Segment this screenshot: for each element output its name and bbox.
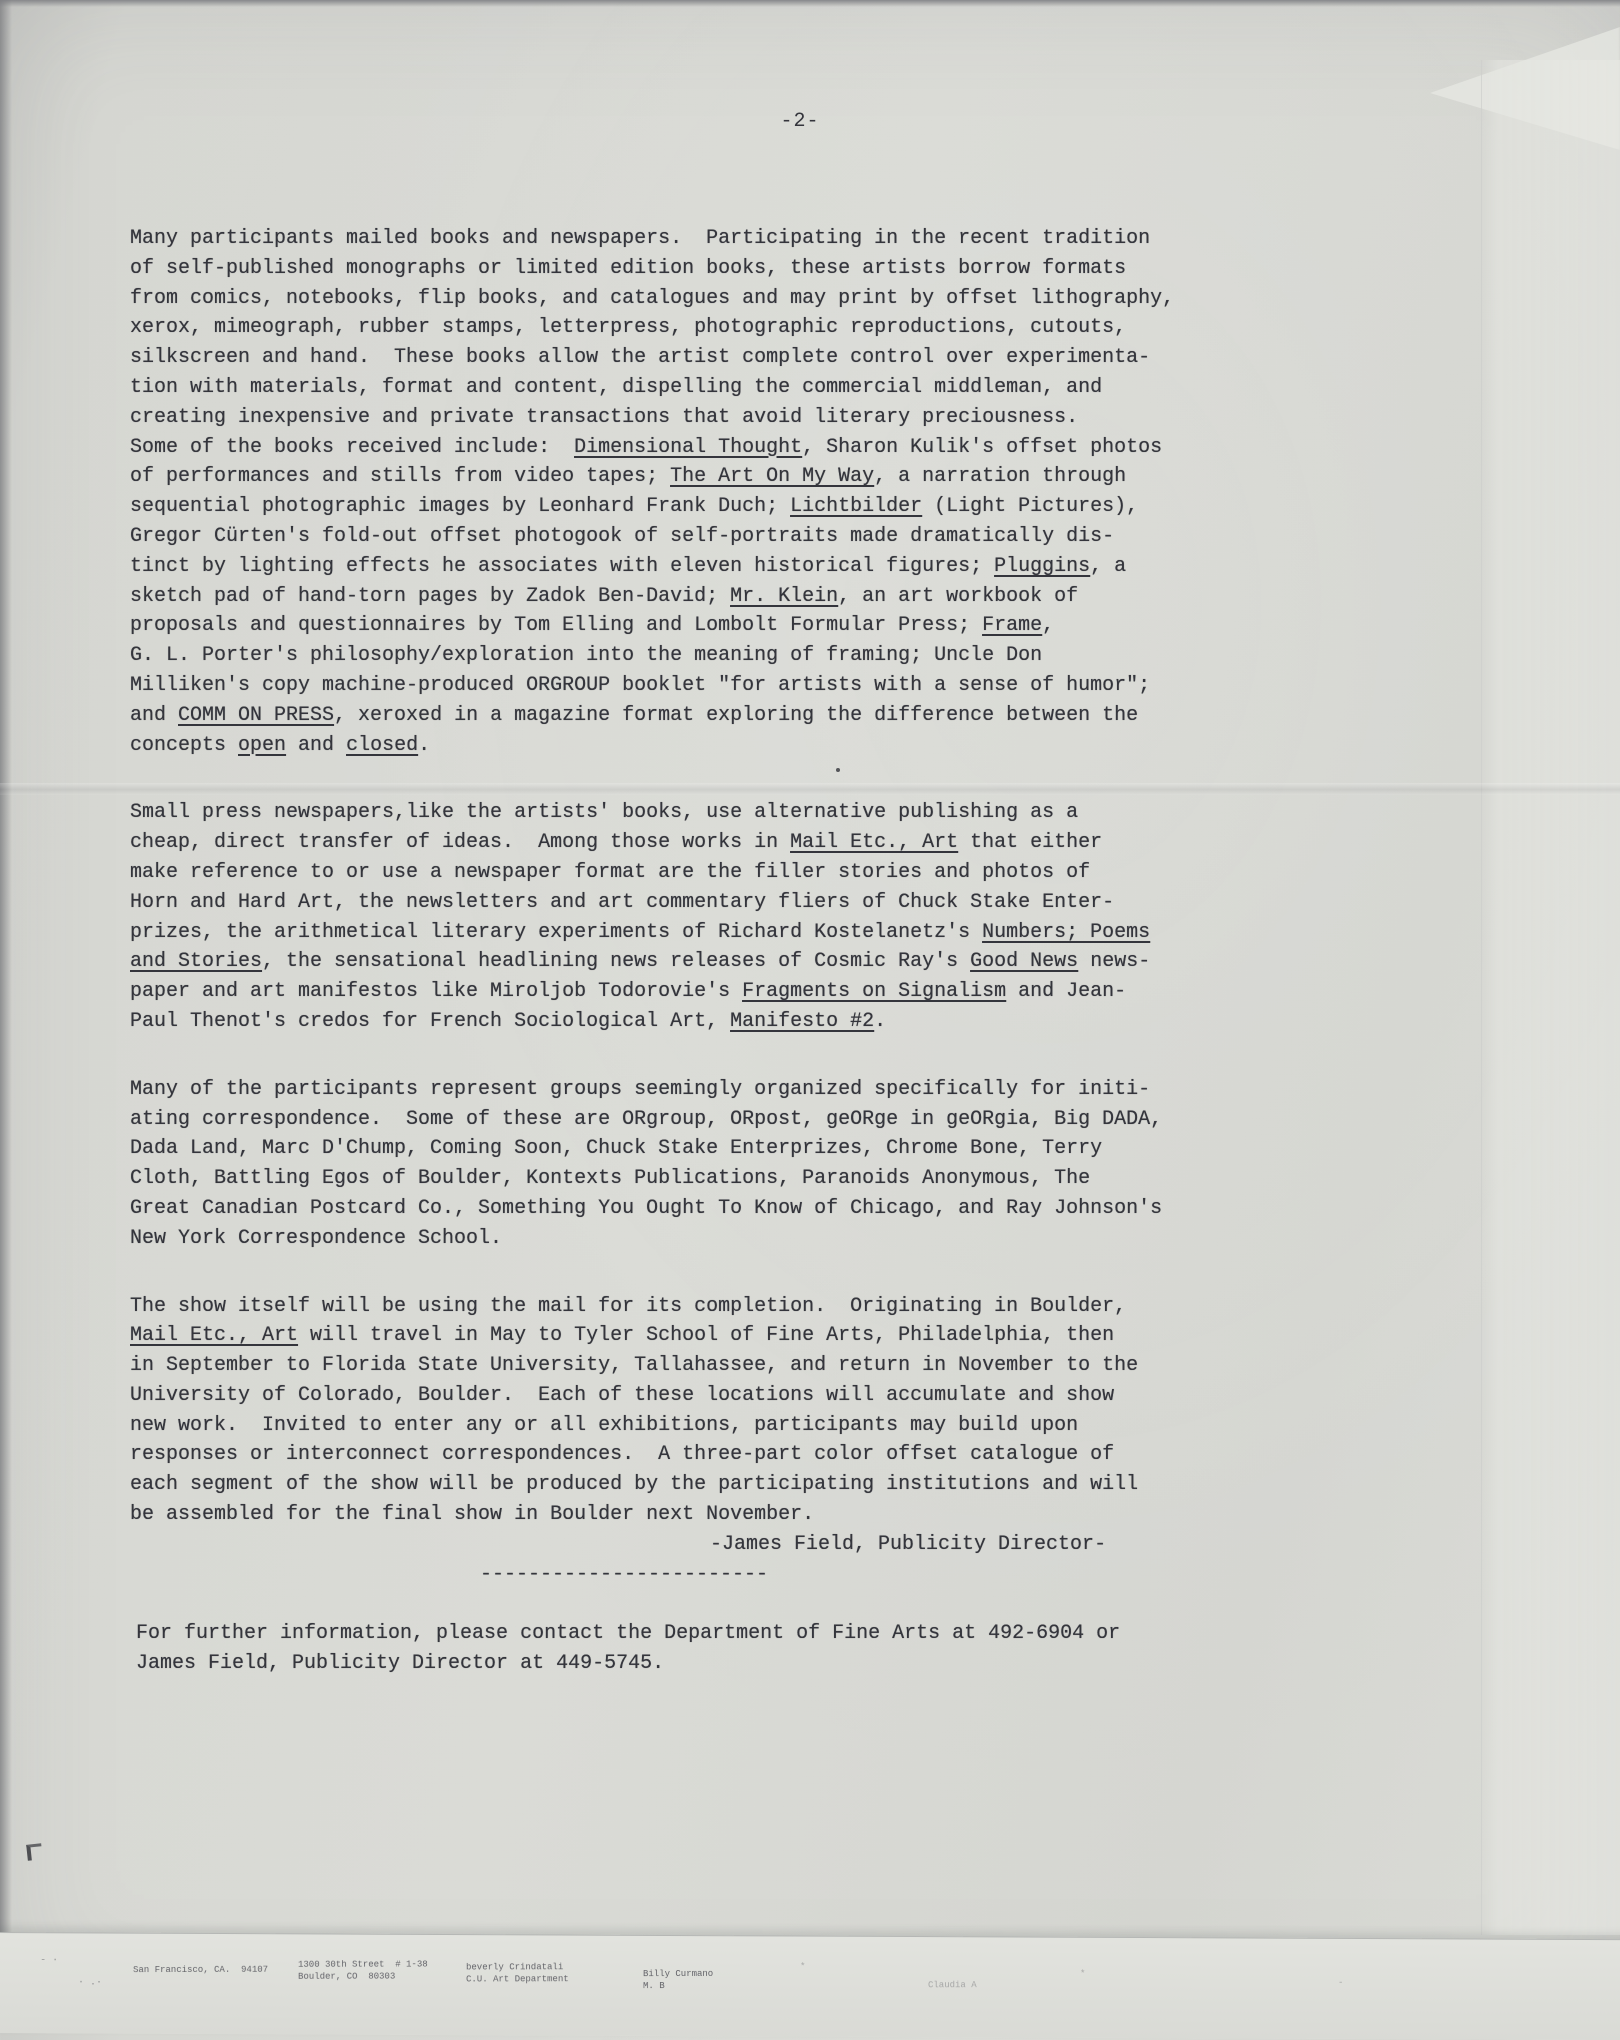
document-body [130, 224, 1240, 1679]
text-line: new work. Invited to enter any or all exhibitions, participants may build upon [130, 1413, 1079, 1437]
scan-edge-top [0, 0, 1620, 7]
text-line: each segment of the show will be produced by the participating institutions and will [130, 1473, 1139, 1497]
scan-edge-left [0, 0, 12, 2015]
pencil-scribble: · .· [77, 1977, 103, 1989]
text-line: Small press newspapers,like the artists' books, use alternative publishing as a [130, 801, 1079, 825]
paragraph-4 [130, 1292, 1240, 1530]
text-line: Many of the participants represent groups seemingly organized specifically for initi- [130, 1077, 1151, 1101]
text-line: paper and art manifestos like Miroljob Todorovie's Fragments on Signalism and Jean- [130, 980, 1127, 1004]
text-line: xerox, mimeograph, rubber stamps, letterpress, photographic reproductions, cutouts, [130, 316, 1127, 340]
text-line: sequential photographic images by Leonhard Frank Duch; Lichtbilder (Light Pictures), [130, 495, 1139, 519]
text-line: and COMM ON PRESS, xeroxed in a magazine format exploring the difference between the [130, 703, 1139, 727]
text-line: sketch pad of hand-torn pages by Zadok Ben-David; Mr. Klein, an art workbook of [130, 584, 1079, 608]
text-line: creating inexpensive and private transactions that avoid literary preciousness. [130, 405, 1079, 429]
under-page-text-fragment: Claudia A [927, 1980, 977, 1991]
text-line: For further information, please contact the Department of Fine Arts at 492-6904 or [136, 1622, 1121, 1646]
text-line: be assembled for the final show in Boulder next November. [130, 1503, 815, 1527]
text-line: G. L. Porter's philosophy/exploration into the meaning of framing; Uncle Don [130, 644, 1043, 668]
under-page-text-fragment: - [1337, 1977, 1344, 1988]
paragraph-3 [130, 1075, 1240, 1254]
text-line: from comics, notebooks, flip books, and catalogues and may print by offset lithography, [130, 286, 1175, 310]
under-page-text-fragment: * [800, 1961, 806, 1972]
text-line: and Stories, the sensational headlining news releases of Cosmic Ray's Good News news- [130, 950, 1151, 974]
text-line: Some of the books received include: Dimensional Thought, Sharon Kulik's offset photos [130, 435, 1163, 459]
text-line: Gregor Cürten's fold-out offset photogook of self-portraits made dramatically dis- [130, 524, 1115, 548]
text-line: Milliken's copy machine-produced ORGROUP booklet "for artists with a sense of humor"; [130, 673, 1151, 697]
text-line: -James Field, Publicity Director- [710, 1532, 1107, 1556]
under-page-text-fragment: San Francisco, CA. 94107 [133, 1964, 269, 1976]
under-page-text-fragment: 1300 30th Street # 1-38 Boulder, CO 80303 [298, 1959, 428, 1982]
text-line: New York Correspondence School. [130, 1226, 503, 1250]
text-line: of self-published monographs or limited edition books, these artists borrow formats [130, 256, 1127, 280]
signature-line [130, 1530, 1240, 1560]
text-line: prizes, the arithmetical literary experiments of Richard Kostelanetz's Numbers; Poems [130, 920, 1151, 944]
text-line: Cloth, Battling Egos of Boulder, Kontexts Publications, Paranoids Anonymous, The [130, 1167, 1091, 1191]
text-line: The show itself will be using the mail for its completion. Originating in Boulder, [130, 1294, 1127, 1318]
text-line: James Field, Publicity Director at 449-5745. [136, 1652, 665, 1676]
text-line: proposals and questionnaires by Tom Elling and Lombolt Formular Press; Frame, [130, 614, 1055, 638]
text-line: Many participants mailed books and newspapers. Participating in the recent tradition [130, 227, 1151, 250]
separator-line [130, 1560, 1240, 1590]
margin-mark [26, 1843, 43, 1860]
page-number: -2- [780, 110, 820, 133]
pencil-scribble: - · [40, 1955, 59, 1967]
text-line: Dada Land, Marc D'Chump, Coming Soon, Chuck Stake Enterprizes, Chrome Bone, Terry [130, 1137, 1103, 1161]
contact-paragraph [130, 1619, 1240, 1679]
under-page-text-fragment: * [1080, 1968, 1086, 1979]
paragraph-1 [130, 224, 1240, 760]
text-line: University of Colorado, Boulder. Each of these locations will accumulate and show [130, 1383, 1115, 1407]
text-line: tion with materials, format and content, dispelling the commercial middleman, and [130, 375, 1103, 399]
text-line: Paul Thenot's credos for French Sociological Art, Manifesto #2. [130, 1009, 887, 1033]
text-line: in September to Florida State University, Tallahassee, and return in November to the [130, 1354, 1139, 1378]
under-page-strip [0, 1932, 1620, 2040]
text-line: ------------------------ [480, 1562, 769, 1586]
text-line: Mail Etc., Art will travel in May to Tyler School of Fine Arts, Philadelphia, then [130, 1324, 1115, 1348]
text-line: Horn and Hard Art, the newsletters and art commentary fliers of Chuck Stake Enter- [130, 890, 1115, 914]
text-line: make reference to or use a newspaper format are the filler stories and photos of [130, 860, 1091, 884]
under-page-text-fragment: beverly Crindatali C.U. Art Department [466, 1962, 569, 1985]
text-line: ating correspondence. Some of these are ORgroup, ORpost, geORge in geORgia, Big DADA, [130, 1107, 1163, 1131]
text-line: responses or interconnect correspondences. A three-part color offset catalogue of [130, 1443, 1115, 1467]
text-line: Great Canadian Postcard Co., Something You Ought To Know of Chicago, and Ray Johnson's [130, 1196, 1163, 1220]
under-page-right-edge [1481, 60, 1620, 1935]
under-page-text-fragment: Billy Curmano M. B [642, 1968, 714, 1992]
text-line: cheap, direct transfer of ideas. Among those works in Mail Etc., Art that either [130, 831, 1103, 855]
paragraph-2 [130, 798, 1240, 1036]
text-line: tinct by lighting effects he associates with eleven historical figures; Pluggins, a [130, 554, 1127, 578]
text-line: silkscreen and hand. These books allow the artist complete control over experimenta- [130, 346, 1151, 370]
text-line: of performances and stills from video tapes; The Art On My Way, a narration through [130, 465, 1127, 489]
text-line: concepts open and closed. [130, 733, 431, 757]
